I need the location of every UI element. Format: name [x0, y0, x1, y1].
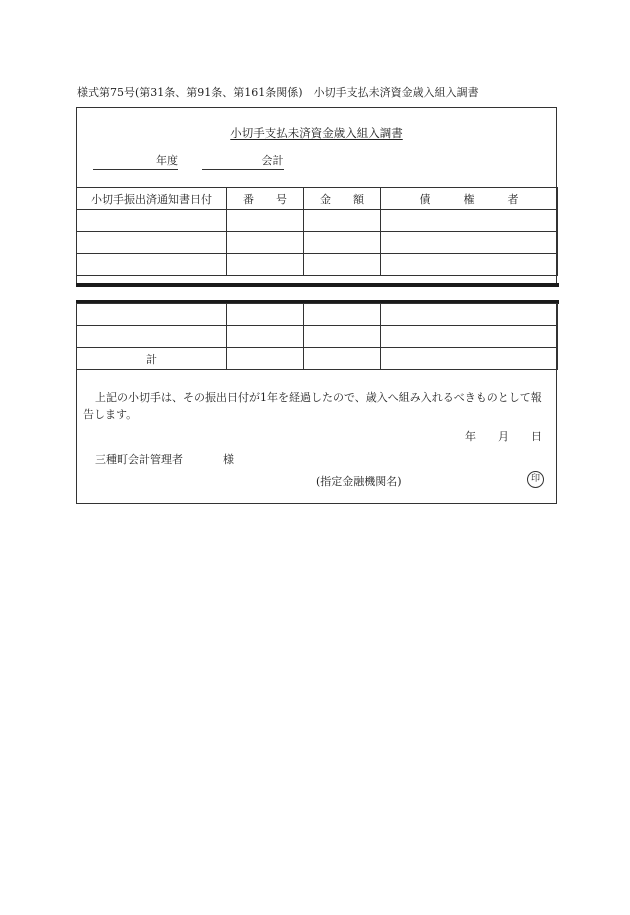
table-row	[77, 210, 558, 232]
table-header-row	[77, 188, 558, 210]
cell[interactable]	[227, 304, 304, 326]
form-title: 小切手支払未済資金歳入組入調書	[230, 126, 403, 140]
honorific: 様	[223, 453, 234, 466]
col-header-number: 番 号	[227, 188, 304, 210]
cell[interactable]	[304, 232, 381, 254]
year-blank[interactable]	[93, 156, 178, 170]
cell[interactable]	[77, 232, 227, 254]
manager-row	[95, 451, 234, 467]
cell[interactable]	[227, 326, 304, 348]
cell[interactable]	[381, 326, 558, 348]
table-row	[77, 326, 558, 348]
cell[interactable]	[77, 326, 227, 348]
cell[interactable]	[381, 232, 558, 254]
cell[interactable]	[304, 326, 381, 348]
cell[interactable]	[227, 232, 304, 254]
col-header-creditor: 債 権 者	[381, 188, 558, 210]
cell[interactable]	[381, 254, 558, 276]
table-row	[77, 304, 558, 326]
cell[interactable]	[381, 210, 558, 232]
year-label: 年度	[156, 154, 178, 167]
cell[interactable]	[77, 210, 227, 232]
detail-table-top	[76, 187, 558, 276]
total-row	[77, 348, 558, 370]
omission-gap	[76, 287, 559, 300]
total-label: 計	[77, 348, 227, 370]
col-header-amount: 金 額	[304, 188, 381, 210]
manager-title: 三種町会計管理者	[95, 453, 183, 466]
seal-icon: 印	[527, 471, 544, 488]
total-amount-cell[interactable]	[304, 348, 381, 370]
date-month: 月	[498, 430, 509, 443]
total-creditor-cell[interactable]	[381, 348, 558, 370]
cell[interactable]	[77, 304, 227, 326]
form-header: 様式第75号(第31条、第91条、第161条関係) 小切手支払未済資金歳入組入調書	[77, 86, 479, 99]
cell[interactable]	[227, 210, 304, 232]
table-row	[77, 254, 558, 276]
cell[interactable]	[381, 304, 558, 326]
date-year: 年	[465, 430, 476, 443]
account-blank[interactable]	[202, 156, 284, 170]
col-header-date: 小切手振出済通知書日付	[77, 188, 227, 210]
notice-text: 上記の小切手は、その振出日付が1年を経過したので、歳入へ組み入れるべきものとして報告します。	[83, 391, 542, 421]
cell[interactable]	[227, 254, 304, 276]
bank-name-label: (指定金融機関名)	[316, 475, 402, 488]
fiscal-year-row	[93, 156, 284, 170]
cell[interactable]	[77, 254, 227, 276]
form-frame	[76, 107, 557, 504]
detail-table-bottom	[76, 303, 558, 370]
date-row	[443, 428, 542, 444]
account-label: 会計	[261, 154, 284, 167]
table-row	[77, 232, 558, 254]
cell[interactable]	[304, 304, 381, 326]
total-number-cell[interactable]	[227, 348, 304, 370]
cell[interactable]	[304, 254, 381, 276]
cell[interactable]	[304, 210, 381, 232]
date-day: 日	[531, 430, 542, 443]
